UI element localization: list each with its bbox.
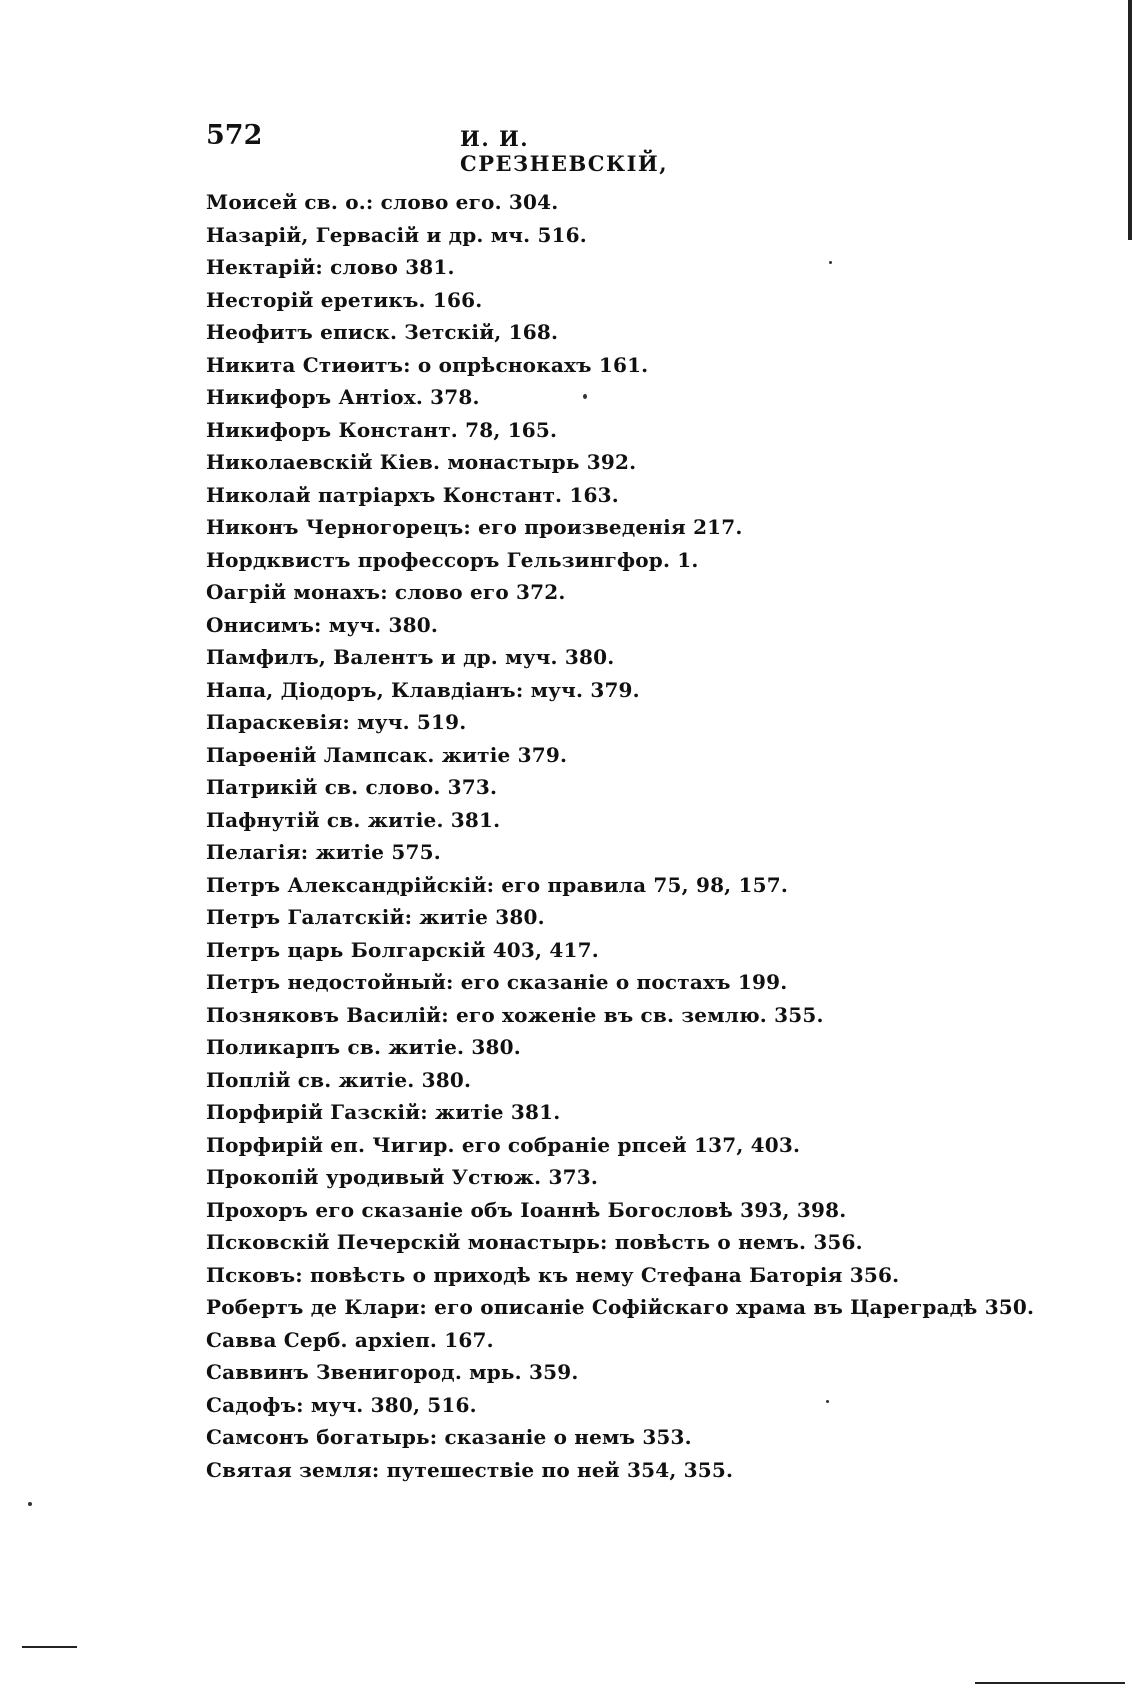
index-entry: Моисей св. о.: слово его. 304. (206, 190, 559, 214)
scan-speck (28, 1502, 32, 1506)
index-entry: Самсонъ богатырь: сказаніе о немъ 353. (206, 1425, 692, 1449)
index-entry: Пафнутій св. житіе. 381. (206, 807, 501, 832)
index-entry: Патрикій св. слово. 373. (206, 775, 498, 799)
index-entry: Порфирій Газскій: житіе 381. (206, 1100, 561, 1124)
index-entry: Неофитъ еписк. Зетскій, 168. (206, 320, 559, 344)
index-entry: Онисимъ: муч. 380. (206, 612, 439, 637)
index-entry: Петръ недостойный: его сказаніе о постахъ 199. (206, 970, 788, 994)
index-entry: Памфилъ, Валентъ и др. муч. 380. (206, 645, 615, 669)
index-entry: Савва Серб. архіеп. 167. (206, 1327, 494, 1352)
index-entry: Петръ Галатскій: житіе 380. (206, 905, 545, 929)
index-entry: Несторій еретикъ. 166. (206, 287, 483, 312)
index-entry: Садофъ: муч. 380, 516. (206, 1392, 477, 1417)
index-entry: Оагрій монахъ: слово его 372. (206, 580, 566, 604)
index-entry: Напа, Діодоръ, Клавдіанъ: муч. 379. (206, 677, 640, 702)
scan-speck (829, 261, 832, 264)
index-entry: Прохоръ его сказаніе объ Іоаннѣ Богословѣ 393, 398. (206, 1197, 847, 1222)
index-entry: Нектарій: слово 381. (206, 255, 455, 279)
index-entry: Пелагія: житіе 575. (206, 840, 441, 864)
index-entry: Нордквистъ профессоръ Гельзингфор. 1. (206, 547, 699, 572)
index-entry: Петръ царь Болгарскій 403, 417. (206, 937, 599, 962)
index-entry: Парөеній Лампсак. житіе 379. (206, 742, 568, 767)
index-entry: Святая земля: путешествіе по ней 354, 355. (206, 1457, 734, 1482)
page-number: 572 (206, 120, 263, 151)
scan-speck (583, 394, 587, 399)
index-entry: Никифоръ Констант. 78, 165. (206, 417, 558, 442)
index-entry: Саввинъ Звенигород. мрь. 359. (206, 1360, 579, 1384)
index-entry: Поликарпъ св. житіе. 380. (206, 1035, 521, 1059)
index-entry: Прокопій уродивый Устюж. 373. (206, 1165, 599, 1189)
page-header (206, 120, 726, 176)
index-entry: Никонъ Черногорецъ: его произведенія 217. (206, 515, 743, 539)
index-entry: Никита Стиөитъ: о опрѣснокахъ 161. (206, 352, 649, 377)
index-entry: Николай патріархъ Констант. 163. (206, 482, 619, 507)
index-entry: Робертъ де Клари: его описаніе Софійскаго храма въ Цареградѣ 350. (206, 1295, 1035, 1319)
scan-speck (826, 1400, 829, 1403)
index-entries (206, 186, 1066, 1486)
scan-edge-bottom-left (22, 1646, 77, 1648)
running-title: И. И. СРЕЗНЕВСКІЙ, (460, 126, 669, 176)
index-entry: Поплій св. житіе. 380. (206, 1067, 472, 1092)
index-entry: Позняковъ Василій: его хоженіе въ св. землю. 355. (206, 1002, 824, 1027)
scan-edge-right (1128, 0, 1132, 240)
index-entry: Петръ Александрійскій: его правила 75, 98, 157. (206, 872, 789, 897)
index-entry: Порфирій еп. Чигир. его собраніе рпсей 137, 403. (206, 1132, 801, 1157)
index-entry: Николаевскій Кіев. монастырь 392. (206, 450, 637, 474)
index-entry: Псковскій Печерскій монастырь: повѣсть о немъ. 356. (206, 1230, 863, 1254)
scan-edge-bottom-right (975, 1682, 1125, 1684)
index-entry: Назарій, Гервасій и др. мч. 516. (206, 222, 587, 247)
index-entry: Никифоръ Антіох. 378. (206, 385, 480, 409)
index-entry: Параскевія: муч. 519. (206, 710, 467, 734)
index-entry: Псковъ: повѣсть о приходѣ къ нему Стефана Баторія 356. (206, 1262, 900, 1287)
